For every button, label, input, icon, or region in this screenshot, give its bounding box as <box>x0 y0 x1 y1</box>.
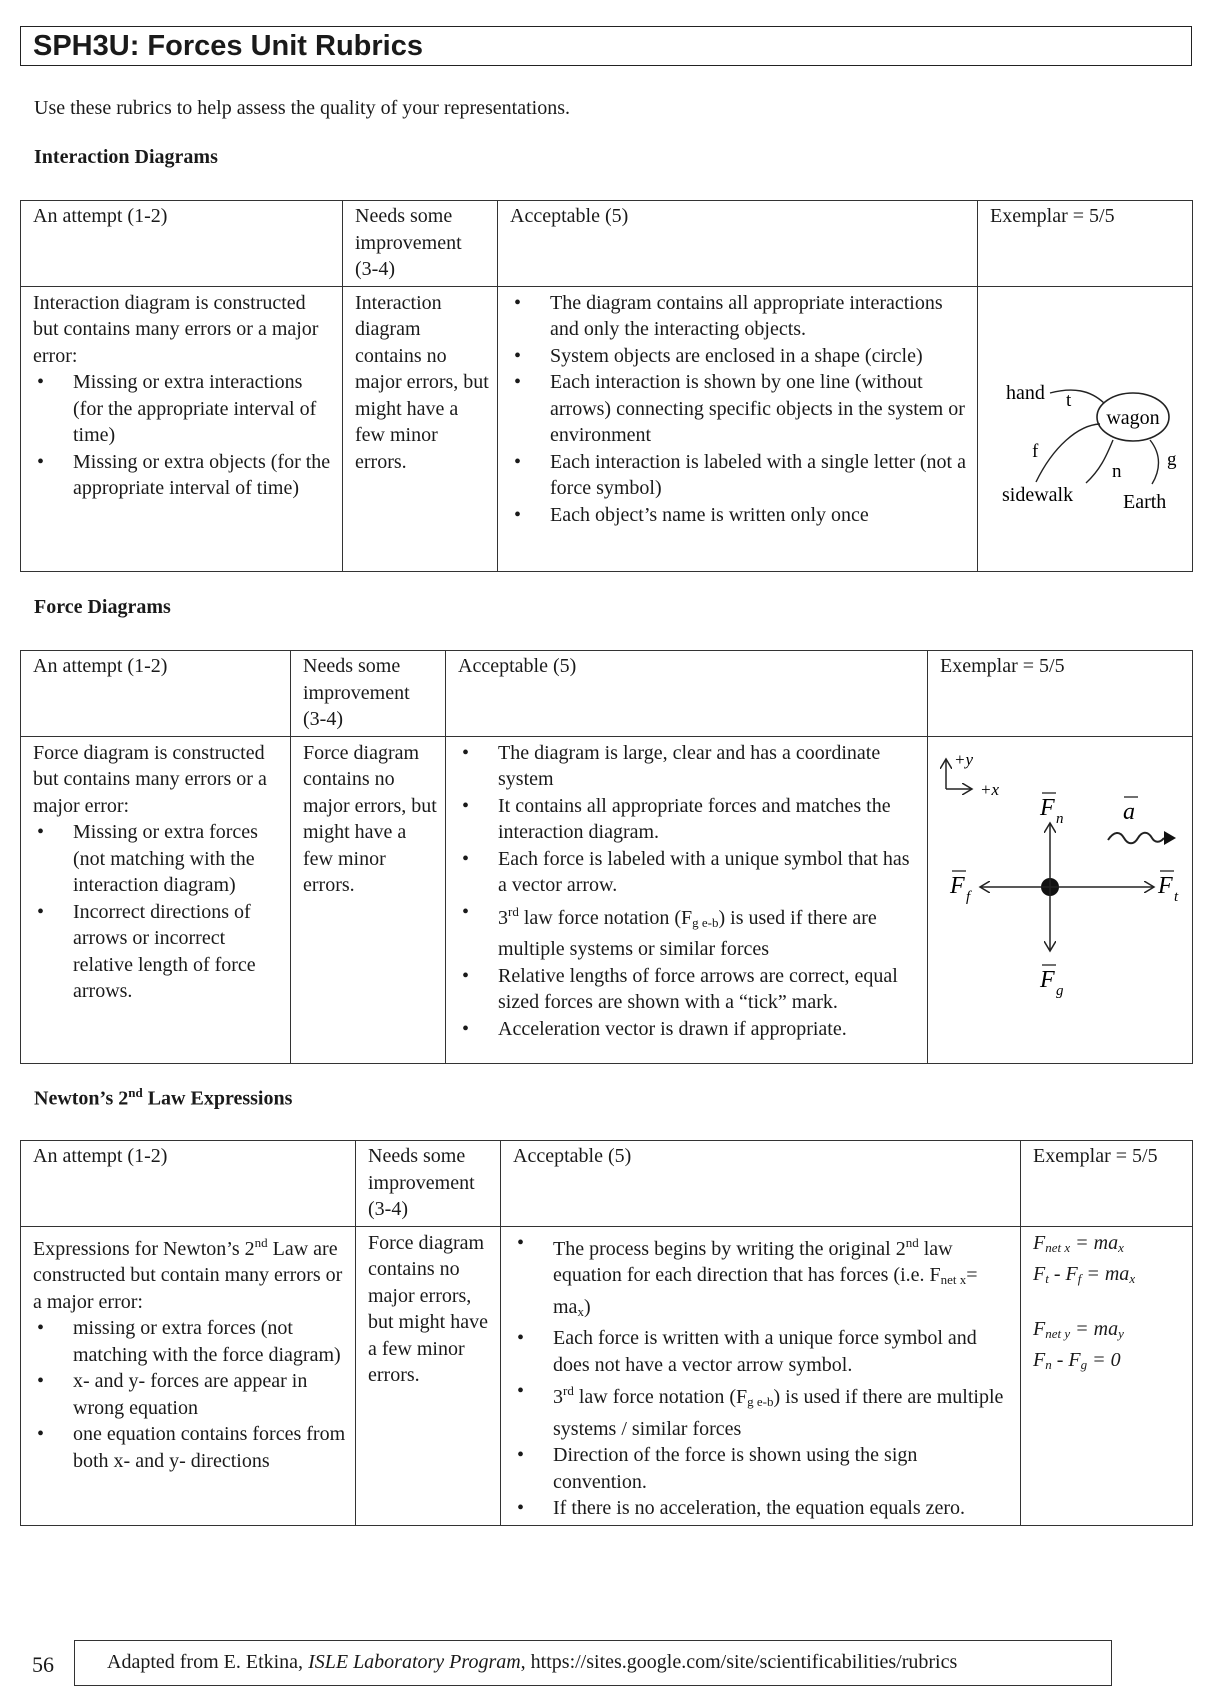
text-run: = ma <box>1081 1262 1130 1285</box>
list-item: • Incorrect directions of arrows or incorrect relative length of force arrows. <box>33 899 282 1005</box>
table-row <box>21 1226 1193 1525</box>
interaction-rubric-table <box>20 200 1193 572</box>
exemplar-cell <box>1021 1226 1193 1525</box>
interaction-diagram <box>978 287 1191 571</box>
attempt-cell <box>21 286 343 571</box>
text-run: law force notation (F <box>573 1386 748 1408</box>
symbol: F <box>1033 1262 1046 1285</box>
text-run: 3 <box>498 906 508 929</box>
list-item <box>513 1230 1012 1326</box>
spacer <box>1033 1292 1184 1316</box>
exemplar-cell <box>928 736 1193 1063</box>
interaction-line-n <box>1086 440 1113 483</box>
subscript-f: f <box>966 888 971 905</box>
equation-y-forces <box>1033 1347 1184 1378</box>
subscript: g e-b <box>747 1394 774 1409</box>
subscript: x <box>577 1303 584 1319</box>
subscript-t: t <box>1174 888 1179 905</box>
symbol-F: F <box>1040 966 1055 993</box>
program-name: ISLE Laboratory Program <box>308 1651 521 1673</box>
interaction-label-g: g <box>1167 448 1177 470</box>
list-item: • It contains all appropriate forces and matches the interaction diagram. <box>458 793 919 846</box>
text-run: - F <box>1051 1348 1081 1371</box>
newton-heading <box>34 1085 292 1111</box>
subscript: g <box>1080 1356 1088 1372</box>
list-item: • The diagram contains all appropriate interactions and only the interacting objects. <box>510 290 969 343</box>
subscript: net x <box>940 1272 967 1287</box>
needs-cell: Force diagram contains no major errors, but might have a few minor errors. <box>356 1226 501 1525</box>
wagon-label: wagon <box>1106 406 1160 429</box>
list-item: • Missing or extra forces (not matching with the interaction diagram) <box>33 819 282 899</box>
equation-x-forces <box>1033 1261 1184 1292</box>
text-run: ) is used if there are multiple systems / similar forces <box>553 1386 1004 1440</box>
interaction-label-n: n <box>1112 460 1122 482</box>
subscript: x <box>1118 1239 1124 1255</box>
exemplar-cell <box>978 286 1193 571</box>
text-run: = ma <box>1070 1231 1119 1254</box>
intro-text: Use these rubrics to help assess the quality of your representations. <box>34 97 570 119</box>
list-item: • If there is no acceleration, the equation equals zero. <box>513 1495 1012 1522</box>
plus-y-label: +y <box>954 749 974 769</box>
acceptable-cell <box>446 736 928 1063</box>
page-number: 56 <box>32 1652 54 1677</box>
force-heading: Force Diagrams <box>34 596 171 618</box>
text-run: ) <box>583 1295 591 1318</box>
subscript: t <box>1045 1270 1049 1286</box>
needs-cell: Force diagram contains no major errors, but might have a few minor errors. <box>291 736 446 1063</box>
force-rubric-table <box>20 650 1193 1064</box>
symbol-F: F <box>950 872 965 899</box>
subscript: y <box>1118 1325 1124 1341</box>
subscript: n <box>1045 1356 1052 1372</box>
attempt-list <box>33 1315 347 1474</box>
attempt-list <box>33 369 334 502</box>
equation-net-y <box>1033 1316 1184 1347</box>
header-acceptable: Acceptable (5) <box>498 201 978 287</box>
text-run: Newton’s 2 <box>34 1087 129 1110</box>
attempt-intro: Interaction diagram is constructed but contains many errors or a major error: <box>33 291 319 367</box>
text-run: - F <box>1048 1262 1078 1285</box>
subscript-g: g <box>1056 982 1064 999</box>
text-run: ) is used if there are multiple systems or similar forces <box>498 906 877 960</box>
interaction-heading: Interaction Diagrams <box>34 146 218 168</box>
header-attempt: An attempt (1-2) <box>21 1141 356 1227</box>
interaction-label-t: t <box>1066 389 1072 411</box>
attempt-intro <box>33 1230 347 1316</box>
list-item: • Each force is written with a unique force symbol and does not have a vector arrow symbol. <box>513 1325 1012 1378</box>
header-needs: Needs some improvement (3-4) <box>356 1141 501 1227</box>
list-item <box>513 1378 1012 1442</box>
header-attempt: An attempt (1-2) <box>21 651 291 737</box>
earth-label: Earth <box>1123 490 1167 513</box>
text-run: = 0 <box>1087 1348 1121 1371</box>
acceptable-cell <box>501 1226 1021 1525</box>
superscript: rd <box>563 1383 574 1398</box>
symbol: F <box>1033 1348 1046 1371</box>
header-exemplar: Exemplar = 5/5 <box>978 201 1193 287</box>
subscript: f <box>1077 1270 1082 1286</box>
symbol: F <box>1033 1317 1046 1340</box>
table-header-row <box>21 651 1193 737</box>
table-row <box>21 286 1193 571</box>
interaction-line-g <box>1150 440 1159 484</box>
header-needs: Needs some improvement (3-4) <box>343 201 498 287</box>
title-box <box>20 26 1192 66</box>
list-item: • Each interaction is shown by one line (without arrows) connecting specific objects in the system or environment <box>510 369 969 449</box>
plus-x-label: +x <box>980 779 1000 799</box>
attempt-list <box>33 819 282 1005</box>
list-item: • Each interaction is labeled with a single letter (not a force symbol) <box>510 449 969 502</box>
interaction-line-t <box>1050 390 1104 403</box>
subscript-n: n <box>1056 810 1064 827</box>
subscript: net y <box>1045 1325 1071 1341</box>
subscript: g e-b <box>692 914 719 930</box>
header-exemplar: Exemplar = 5/5 <box>1021 1141 1193 1227</box>
superscript: nd <box>254 1234 268 1250</box>
list-item: • missing or extra forces (not matching with the force diagram) <box>33 1315 347 1368</box>
friction-force-label <box>949 871 972 905</box>
symbol-a: a <box>1123 798 1135 825</box>
page-title: SPH3U: Forces Unit Rubrics <box>33 30 423 62</box>
needs-cell: Interaction diagram contains no major errors, but might have a few minor errors. <box>343 286 498 571</box>
text-run: = ma <box>553 1264 978 1318</box>
header-needs: Needs some improvement (3-4) <box>291 651 446 737</box>
attempt-intro: Force diagram is constructed but contains many errors or a major error: <box>33 741 267 817</box>
text-run: 3 <box>553 1386 563 1408</box>
list-item: • Each object’s name is written only once <box>510 502 969 529</box>
table-header-row <box>21 201 1193 287</box>
acceptable-list <box>510 290 969 529</box>
text-run: Law Expressions <box>142 1087 293 1110</box>
footer-citation-box <box>74 1640 1112 1686</box>
interaction-line-f <box>1036 424 1100 482</box>
text-run: Adapted from E. Etkina, <box>107 1651 309 1673</box>
text-run: The process begins by writing the original 2 <box>553 1237 906 1260</box>
list-item <box>458 899 919 963</box>
subscript: net x <box>1045 1239 1071 1255</box>
acceleration-vector <box>1108 797 1176 845</box>
symbol-F: F <box>1158 872 1173 899</box>
gravity-force-label <box>1039 965 1064 999</box>
header-acceptable: Acceptable (5) <box>446 651 928 737</box>
sidewalk-label: sidewalk <box>1002 483 1074 506</box>
superscript: nd <box>128 1085 143 1100</box>
interaction-label-f: f <box>1032 440 1039 462</box>
attempt-cell <box>21 1226 356 1525</box>
list-item: • Direction of the force is shown using the sign convention. <box>513 1442 1012 1495</box>
source-url: , https://sites.google.com/site/scientificabilities/rubrics <box>520 1651 958 1673</box>
superscript: rd <box>508 903 519 919</box>
newton-rubric-table <box>20 1140 1193 1526</box>
table-header-row <box>21 1141 1193 1227</box>
list-item: • System objects are enclosed in a shape (circle) <box>510 343 969 370</box>
text-run: law equation for each direction that has forces (i.e. F <box>553 1237 953 1286</box>
text-run: Law are constructed but contain many errors or a major error: <box>33 1237 343 1313</box>
symbol: F <box>1033 1231 1046 1254</box>
header-exemplar: Exemplar = 5/5 <box>928 651 1193 737</box>
table-row <box>21 736 1193 1063</box>
list-item: • Acceleration vector is drawn if appropriate. <box>458 1016 919 1043</box>
normal-force-label <box>1039 793 1064 827</box>
list-item: • The diagram is large, clear and has a coordinate system <box>458 740 919 793</box>
acceptable-list <box>513 1230 1012 1522</box>
acceptable-list <box>458 740 919 1043</box>
list-item: • one equation contains forces from both x- and y- directions <box>33 1421 347 1474</box>
hand-label: hand <box>1006 381 1045 404</box>
list-item: • Relative lengths of force arrows are correct, equal sized forces are shown with a “tick” mark. <box>458 963 919 1016</box>
force-diagram <box>928 737 1191 1063</box>
equation-net-x <box>1033 1230 1184 1261</box>
acceptable-cell <box>498 286 978 571</box>
text-run: = ma <box>1070 1317 1119 1340</box>
header-attempt: An attempt (1-2) <box>21 201 343 287</box>
list-item: • Missing or extra interactions (for the appropriate interval of time) <box>33 369 334 449</box>
list-item: • x- and y- forces are appear in wrong equation <box>33 1368 347 1421</box>
superscript: nd <box>905 1234 919 1250</box>
text-run: law force notation (F <box>518 906 693 929</box>
list-item: • Missing or extra objects (for the appropriate interval of time) <box>33 449 334 502</box>
list-item: • Each force is labeled with a unique symbol that has a vector arrow. <box>458 846 919 899</box>
subscript: x <box>1129 1270 1136 1286</box>
tension-force-label <box>1157 871 1179 905</box>
header-acceptable: Acceptable (5) <box>501 1141 1021 1227</box>
symbol-F: F <box>1040 794 1055 821</box>
text-run: Expressions for Newton’s 2 <box>33 1237 255 1260</box>
attempt-cell <box>21 736 291 1063</box>
footer-citation <box>107 1651 957 1674</box>
